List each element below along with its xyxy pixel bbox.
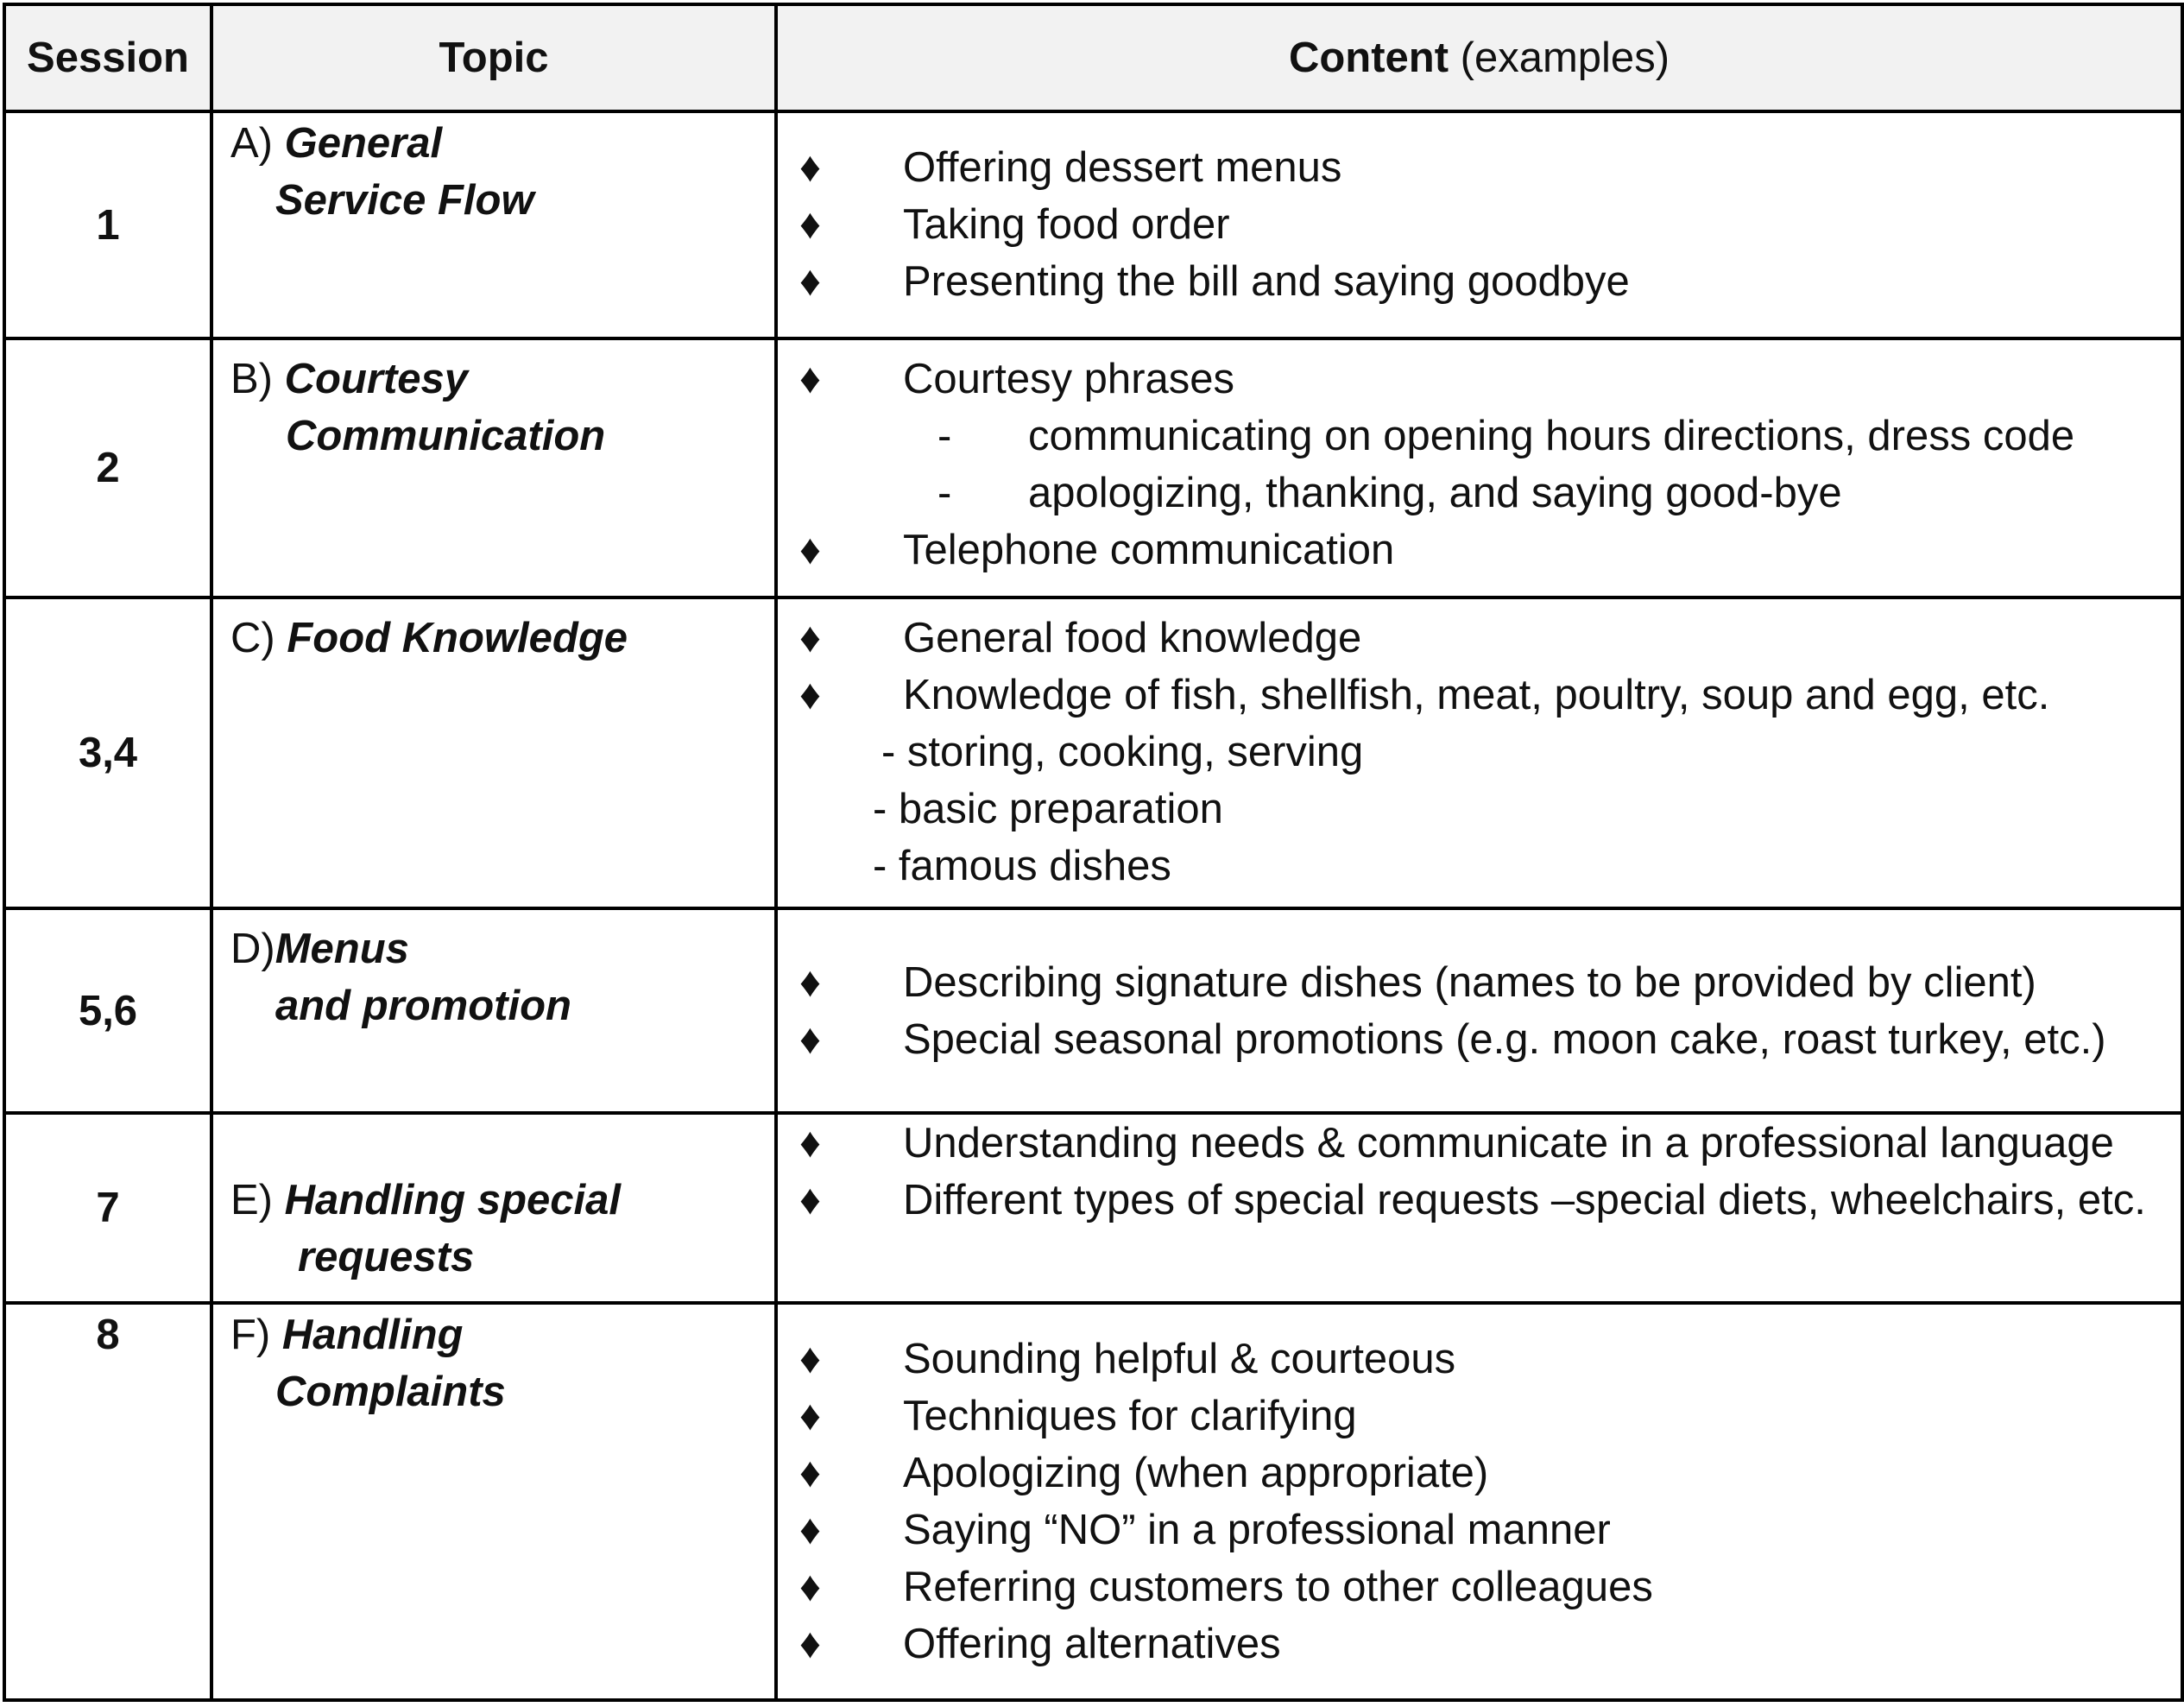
list-item: ♦ Different types of special requests –special diets, wheelchairs, etc. (799, 1177, 2146, 1223)
list-item: ♦ Taking food order (799, 201, 1230, 248)
table-row (4, 1113, 2182, 1303)
list-item: ♦ Presenting the bill and saying goodbye (799, 258, 1630, 305)
table-row (4, 908, 2182, 1113)
list-item: ♦ Understanding needs & communicate in a professional language (799, 1120, 2114, 1166)
list-item: ♦ Knowledge of fish, shellfish, meat, poultry, soup and egg, etc. (799, 672, 2050, 718)
content-cell (776, 1303, 2182, 1700)
list-item: ♦ Telephone communication (799, 527, 1395, 573)
list-item: ♦ Saying “NO” in a professional manner (799, 1507, 1611, 1553)
list-item: ♦ Courtesy phrases (799, 356, 1235, 402)
header-content (776, 4, 2182, 111)
content-cell (776, 1113, 2182, 1303)
content-cell (776, 111, 2182, 338)
content-cell (776, 908, 2182, 1113)
header-session: Session (4, 4, 211, 111)
list-item: ♦ Techniques for clarifying (799, 1393, 1357, 1439)
topic-cell: F) Handling Complaints (211, 1303, 776, 1700)
session-number: 7 (4, 1113, 211, 1303)
topic-cell: D)Menus and promotion (211, 908, 776, 1113)
topic-cell: C) Food Knowledge (211, 597, 776, 908)
session-number: 3,4 (4, 597, 211, 908)
note-line: - basic preparation (873, 786, 1223, 832)
table-row (4, 111, 2182, 338)
session-number: 8 (4, 1303, 211, 1700)
list-item: ♦ General food knowledge (799, 615, 1362, 661)
header-row (4, 4, 2182, 111)
topic-cell: E) Handling special requests (211, 1113, 776, 1303)
sub-item: - apologizing, thanking, and saying good-bye (937, 470, 1842, 516)
training-schedule-table (3, 3, 2184, 1702)
content-cell (776, 597, 2182, 908)
table-row (4, 1303, 2182, 1700)
topic-cell: A) General Service Flow (211, 111, 776, 338)
list-item: ♦ Special seasonal promotions (e.g. moon cake, roast turkey, etc.) (799, 1015, 2106, 1063)
note-line: - famous dishes (873, 843, 1171, 889)
list-item: ♦ Describing signature dishes (names to be provided by client) (799, 958, 2036, 1006)
list-item: ♦ Referring customers to other colleagues (799, 1564, 1653, 1610)
table-row (4, 597, 2182, 908)
list-item: ♦ Offering dessert menus (799, 144, 1342, 191)
content-cell (776, 338, 2182, 597)
session-number: 1 (4, 111, 211, 338)
header-content-rest: (examples) (1449, 35, 1670, 81)
list-item: ♦ Offering alternatives (799, 1621, 1281, 1667)
note-line: - storing, cooking, serving (881, 729, 1364, 775)
session-number: 5,6 (4, 908, 211, 1113)
header-topic: Topic (211, 4, 776, 111)
session-number: 2 (4, 338, 211, 597)
topic-cell: B) Courtesy Communication (211, 338, 776, 597)
header-content-bold: Content (1288, 35, 1449, 81)
list-item: ♦ Sounding helpful & courteous (799, 1336, 1456, 1382)
list-item: ♦ Apologizing (when appropriate) (799, 1450, 1489, 1496)
sub-item: - communicating on opening hours directions, dress code (937, 413, 2075, 459)
table-row (4, 338, 2182, 597)
